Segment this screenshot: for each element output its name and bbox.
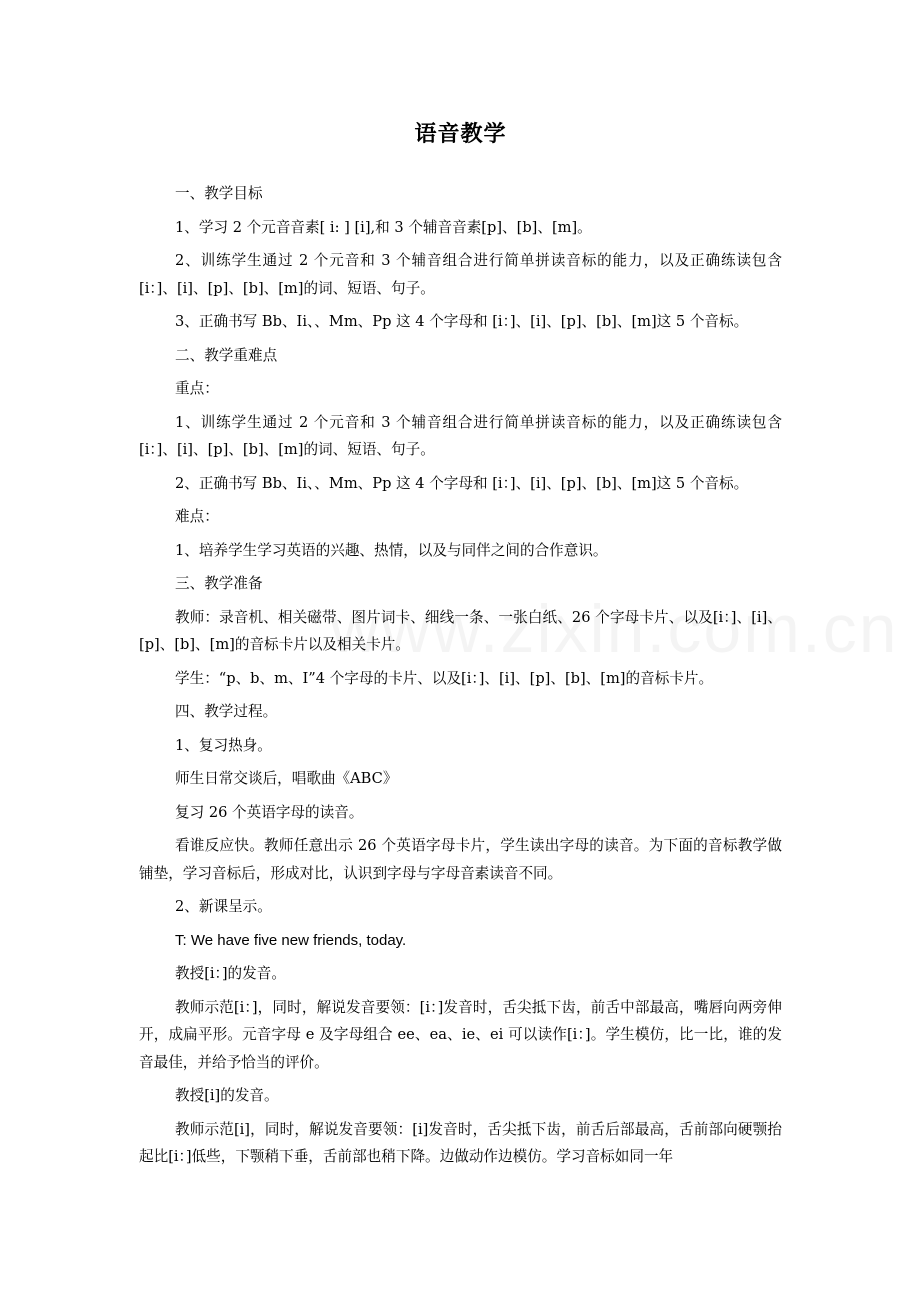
paragraph-english: T: We have five new friends, today. (175, 931, 407, 949)
paragraph: 学生：“p、b、m、I”4 个字母的卡片、以及[i：]、[i]、[p]、[b]、[m]的音标卡片。 (175, 669, 714, 687)
paragraph: 3、正确书写 Bb、Ii、、Mm、Pp 这 4 个字母和 [i：]、[i]、[p]、[b]、[m]这 5 个音标。 (175, 313, 749, 330)
paragraph: 2、正确书写 Bb、Ii、、Mm、Pp 这 4 个字母和 [i：]、[i]、[p]、[b]、[m]这 5 个音标。 (175, 474, 749, 492)
section-heading-preparation: 三、教学准备 (175, 575, 263, 592)
paragraph: 1、训练学生通过 2 个元音和 3 个辅音组合进行简单拼读音标的能力，以及正确练读包含[i：]、[i]、[p]、[b]、[m]的词、短语、句子。 (139, 413, 782, 458)
paragraph: 复习 26 个英语字母的读音。 (175, 803, 364, 821)
document-title: 语音教学 (414, 122, 507, 147)
section-heading-objectives: 一、教学目标 (175, 185, 263, 202)
section-heading-key-points: 二、教学重难点 (175, 346, 278, 364)
paragraph: 教师示范[i]，同时，解说发音要领：[i]发音时，舌尖抵下齿，前舌后部最高，舌前部向硬颚抬起比[i：]低些，下颚稍下垂，舌前部也稍下降。边做动作边模仿。学习音标如同一年 (139, 1120, 782, 1165)
paragraph: 教授[i：]的发音。 (175, 965, 286, 982)
paragraph: 2、新课呈示。 (175, 898, 272, 915)
paragraph: 教师示范[i：]，同时，解说发音要领：[i：]发音时，舌尖抵下齿，前舌中部最高，嘴唇向两旁伸开，成扁平形。元音字母 e 及字母组合 ee、ea、ie、ei 可以读作[i：]。学生模仿，比一比，谁的发音最佳，并给予恰当的评价。 (139, 998, 782, 1071)
subheading-difficulty: 难点： (175, 508, 219, 525)
section-heading-process: 四、教学过程。 (175, 703, 278, 720)
paragraph: 1、学习 2 个元音音素[ i: ] [i],和 3 个辅音音素[p]、[b]、[m]。 (175, 218, 592, 236)
paragraph: 师生日常交谈后，唱歌曲《ABC》 (175, 770, 398, 787)
paragraph: 教师：录音机、相关磁带、图片词卡、细线一条、一张白纸、26 个字母卡片、以及[i：]、[i]、[p]、[b]、[m]的音标卡片以及相关卡片。 (139, 608, 782, 653)
subheading-focus: 重点： (175, 380, 219, 397)
paragraph: 教授[i]的发音。 (175, 1087, 279, 1104)
paragraph: 2、训练学生通过 2 个元音和 3 个辅音组合进行简单拼读音标的能力，以及正确练读包含[i：]、[i]、[p]、[b]、[m]的词、短语、句子。 (139, 252, 782, 297)
paragraph: 1、复习热身。 (175, 736, 272, 754)
paragraph: 看谁反应快。教师任意出示 26 个英语字母卡片，学生读出字母的读音。为下面的音标教学做铺垫，学习音标后，形成对比，认识到字母与字母音素读音不同。 (139, 837, 782, 882)
paragraph: 1、培养学生学习英语的兴趣、热情，以及与同伴之间的合作意识。 (175, 541, 608, 559)
document-page (139, 112, 782, 1177)
